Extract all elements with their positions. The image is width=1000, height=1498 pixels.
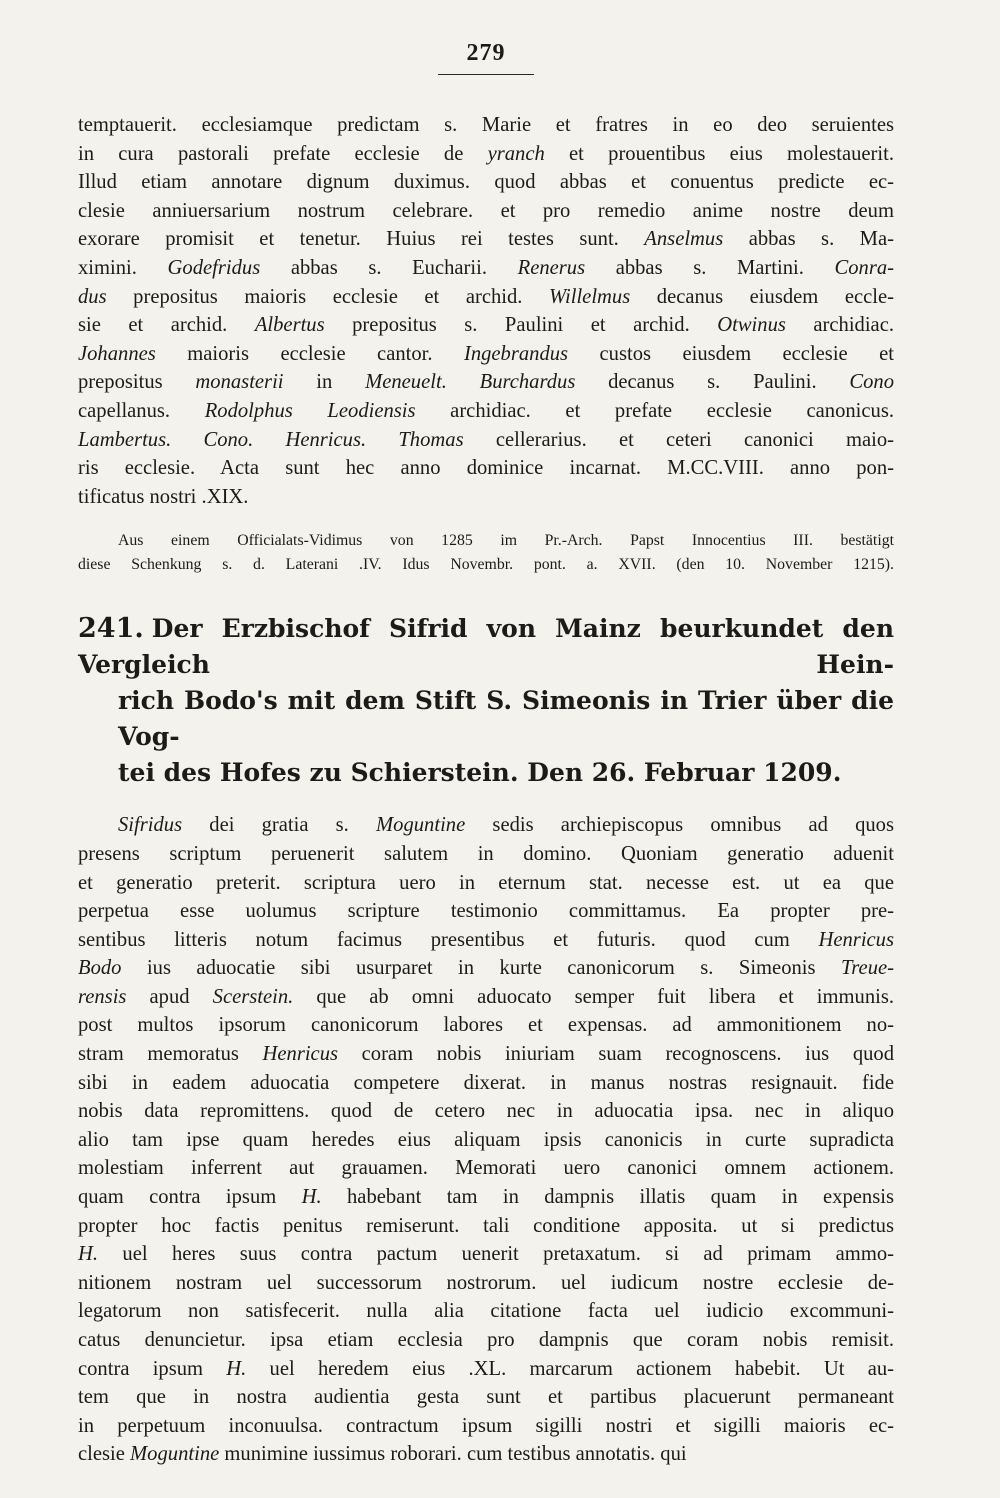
italic-name: Godefridus — [167, 256, 261, 279]
document-page — [78, 40, 894, 1469]
italic-name: Conra- — [834, 256, 894, 279]
italic-name: monasterii — [195, 371, 284, 394]
text-run: maioris ecclesie cantor. — [155, 342, 464, 365]
text-line — [78, 397, 894, 426]
text-line — [78, 197, 894, 226]
text-line — [78, 454, 894, 483]
charter-continuation-text — [78, 111, 894, 511]
text-run: contra ipsum — [78, 1357, 227, 1380]
text-run: Illud etiam annotare dignum duximus. quod abbas et conuentus predicte ec- — [78, 171, 894, 194]
text-run: sibi in eadem aduocatia competere dixerat. in manus nostras resignauit. fide — [78, 1071, 894, 1094]
text-line — [78, 225, 894, 254]
text-line — [78, 140, 894, 169]
text-run: et generatio preterit. scriptura uero in eternum stat. necesse est. ut ea que — [78, 871, 894, 894]
text-run: alio tam ipse quam heredes eius aliquam ipsis canonicis in curte supradicta — [78, 1128, 894, 1151]
text-line — [78, 1440, 894, 1469]
text-run: cellerarius. et ceteri canonici maio- — [463, 428, 894, 451]
heading-line — [78, 755, 894, 791]
text-run — [447, 371, 480, 393]
text-run: post multos ipsorum canonicorum labores et expensas. ad ammonitionem no- — [78, 1014, 894, 1037]
document-heading — [78, 611, 894, 791]
text-run: uel heredem eius .XL. marcarum actionem habebit. Ut au- — [246, 1357, 894, 1380]
text-line — [78, 869, 894, 898]
text-run: et prouentibus eius molestauerit. — [544, 142, 894, 165]
text-line — [78, 954, 894, 983]
text-run: presens scriptum peruenerit salutem in domino. Quoniam generatio aduenit — [78, 842, 894, 865]
text-line — [78, 840, 894, 869]
text-run: uel heres suus contra pactum uenerit pretaxatum. si ad primam ammo- — [98, 1243, 894, 1266]
text-run: coram nobis iniuriam suam recognoscens. ius quod — [338, 1043, 895, 1066]
italic-name: Henricus — [262, 1043, 339, 1066]
heading-line — [78, 683, 894, 755]
italic-name: Treue- — [840, 957, 894, 980]
italic-name: H. — [301, 1186, 322, 1209]
text-line — [78, 1412, 894, 1441]
heading-line — [78, 611, 894, 683]
text-line — [78, 311, 894, 340]
italic-name: Anselmus — [644, 228, 724, 251]
text-line — [78, 983, 894, 1012]
italic-name: Albertus — [254, 314, 325, 337]
text-run: munimine iussimus roborari. cum testibus annotatis. qui — [219, 1443, 687, 1466]
italic-name: Johannes — [78, 342, 156, 365]
text-line — [78, 340, 894, 369]
italic-name: dus — [78, 285, 107, 308]
text-run: decanus s. Paulini. — [575, 371, 850, 394]
italic-name: Bodo — [78, 957, 122, 980]
text-run: abbas s. Ma- — [723, 228, 894, 251]
italic-name: Sifridus — [118, 814, 183, 837]
text-run: propter hoc factis penitus remiserunt. tali conditione apposita. ut si predictus — [78, 1214, 894, 1237]
text-run: ximini. — [78, 256, 168, 279]
italic-name: Rodolphus Leodiensis — [204, 399, 416, 422]
italic-name: Moguntine — [130, 1443, 220, 1466]
text-line — [78, 811, 894, 840]
text-run: sie et archid. — [78, 314, 255, 337]
text-line — [78, 1154, 894, 1183]
text-line — [78, 1383, 894, 1412]
text-run: sedis archiepiscopus omnibus ad quos — [465, 814, 894, 837]
text-run: clesie anniuersarium nostrum celebrare. et pro remedio anime nostre deum — [78, 199, 894, 222]
archival-note — [78, 529, 894, 577]
text-line — [78, 1326, 894, 1355]
note-line: Aus einem Officialats-Vidimus von 1285 im Pr.-Arch. Papst Innocentius III. bestätigt — [118, 532, 894, 550]
text-run: capellanus. — [78, 399, 205, 422]
italic-name: rensis — [78, 985, 127, 1008]
text-line — [78, 254, 894, 283]
italic-name: Otwinus — [717, 314, 786, 337]
text-run: exorare promisit et tenetur. Huius rei testes sunt. — [78, 228, 645, 251]
text-line — [78, 1040, 894, 1069]
text-line — [78, 1297, 894, 1326]
text-line — [78, 1355, 894, 1384]
text-run: dei gratia s. — [182, 814, 377, 837]
italic-name: H. — [226, 1357, 247, 1380]
text-run: prepositus s. Paulini et archid. — [324, 314, 718, 337]
italic-name: Willelmus — [549, 285, 631, 308]
text-run: in — [283, 371, 366, 394]
text-run: tem que in nostra audientia gesta sunt et partibus placuerunt permaneant — [78, 1386, 894, 1409]
text-line — [78, 1097, 894, 1126]
italic-name: Ingebrandus — [463, 342, 569, 365]
text-run: que ab omni aduocato semper fuit libera et immunis. — [293, 985, 895, 1008]
italic-name: yranch — [487, 142, 545, 165]
text-line — [78, 897, 894, 926]
text-run: legatorum non satisfecerit. nulla alia citatione facta uel iudicio excommuni- — [78, 1300, 894, 1323]
text-line — [78, 1183, 894, 1212]
text-run: prepositus maioris ecclesie et archid. — [106, 285, 549, 308]
text-run: abbas s. Martini. — [585, 256, 835, 279]
heading-text: Der Erzbischof Sifrid von Mainz beurkundet den Vergleich Hein- — [78, 614, 894, 680]
italic-name: Henricus — [818, 928, 894, 951]
text-run: ris ecclesie. Acta sunt hec anno dominice incarnat. M.CC.VIII. anno pon- — [78, 457, 894, 480]
text-run: perpetua esse uolumus scripture testimonio committamus. Ea propter pre- — [78, 900, 894, 923]
text-run: archidiac. — [785, 314, 894, 337]
text-run: apud — [126, 985, 213, 1008]
text-run: habebant tam in dampnis illatis quam in expensis — [321, 1186, 894, 1209]
text-run: prepositus — [78, 371, 196, 394]
text-line — [78, 926, 894, 955]
text-run: tificatus nostri .XIX. — [78, 485, 249, 508]
italic-name: Burchardus — [479, 371, 576, 394]
text-line — [78, 483, 894, 512]
text-run: in perpetuum inconuulsa. contractum ipsum sigilli nostri et sigilli maioris ec- — [78, 1414, 894, 1437]
text-run: temptauerit. ecclesiamque predictam s. Marie et fratres in eo deo seruientes — [78, 114, 894, 136]
text-run: catus denuncietur. ipsa etiam ecclesia pro dampnis que coram nobis remisit. — [78, 1329, 894, 1351]
text-run: archidiac. et prefate ecclesie canonicus. — [415, 399, 894, 422]
italic-name: Renerus — [517, 256, 586, 279]
italic-name: Lambertus. Cono. Henricus. Thomas — [78, 428, 464, 451]
text-line — [78, 283, 894, 312]
text-line — [78, 1269, 894, 1298]
text-run: nitionem nostram uel successorum nostrorum. uel iudicum nostre ecclesie de- — [78, 1271, 894, 1294]
text-run: abbas s. Eucharii. — [260, 256, 518, 279]
text-run: nobis data repromittens. quod de cetero nec in aduocatia ipsa. nec in aliquo — [78, 1100, 894, 1123]
text-run: molestiam inferrent aut grauamen. Memorati uero canonici omnem actionem. — [78, 1157, 894, 1180]
text-run: decanus eiusdem eccle- — [630, 285, 894, 308]
note-line: diese Schenkung s. d. Laterani .IV. Idus Novembr. pont. a. XVII. (den 10. November 1215). — [78, 556, 894, 574]
text-run: sentibus litteris notum facimus presentibus et futuris. quod cum — [78, 928, 819, 951]
text-run: clesie — [78, 1443, 131, 1466]
document-number: 241. — [78, 613, 144, 645]
header-rule — [438, 74, 534, 75]
text-line — [78, 1212, 894, 1241]
text-line — [78, 368, 894, 397]
italic-name: Scerstein. — [212, 985, 294, 1008]
text-run: in cura pastorali prefate ecclesie de — [78, 142, 488, 165]
text-line — [78, 111, 894, 140]
text-line — [78, 1240, 894, 1269]
text-line — [78, 168, 894, 197]
text-run: ius aduocatie sibi usurparet in kurte canonicorum s. Simeonis — [121, 957, 841, 980]
text-run: custos eiusdem ecclesie et — [568, 342, 894, 365]
heading-text: rich Bodo's mit dem Stift S. Simeonis in Trier über die Vog- — [118, 686, 894, 752]
page-number: 279 — [466, 40, 506, 66]
text-run: quam contra ipsum — [78, 1186, 302, 1209]
italic-name: Cono — [849, 371, 894, 394]
heading-text: tei des Hofes zu Schierstein. Den 26. Februar 1209. — [118, 758, 842, 788]
text-line — [78, 426, 894, 455]
italic-name: Moguntine — [376, 814, 466, 837]
text-run: stram memoratus — [78, 1043, 263, 1066]
text-line — [78, 1126, 894, 1155]
italic-name: H. — [78, 1243, 99, 1266]
charter-text — [78, 811, 894, 1469]
text-line — [78, 1011, 894, 1040]
italic-name: Meneuelt. — [365, 371, 447, 394]
text-line — [78, 1069, 894, 1098]
